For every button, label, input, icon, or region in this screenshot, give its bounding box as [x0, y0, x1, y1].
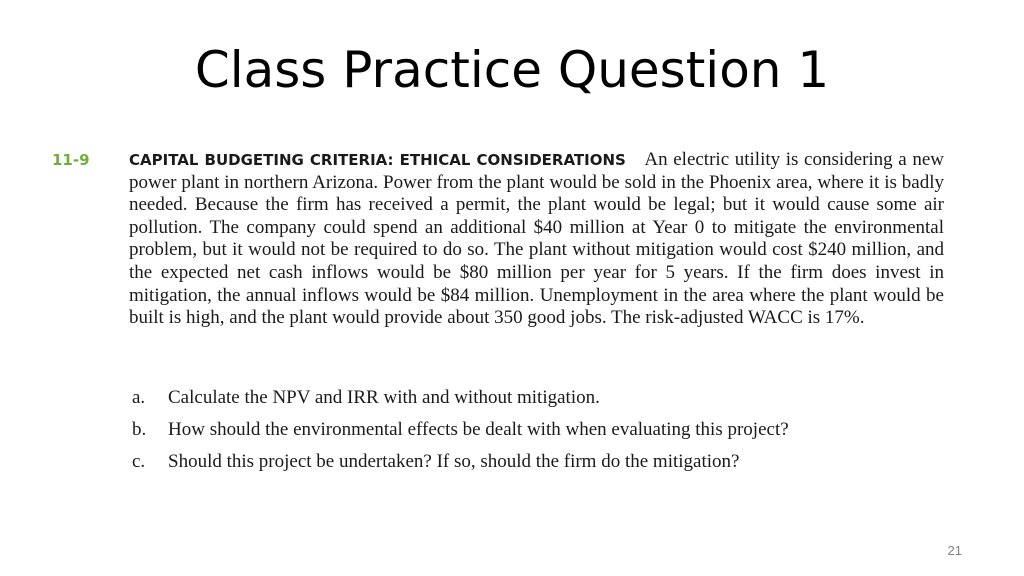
page-number: 21: [947, 543, 962, 558]
question-text: Calculate the NPV and IRR with and without mitigation.: [168, 387, 600, 408]
slide-title: Class Practice Question 1: [194, 41, 830, 99]
problem-number: 11-9: [52, 151, 90, 169]
question-text: How should the environmental effects be dealt with when evaluating this project?: [168, 419, 789, 440]
question-item: [132, 419, 932, 451]
question-letter: c.: [132, 451, 146, 472]
question-letter: a.: [132, 387, 146, 408]
question-item: [132, 387, 932, 419]
question-list: [132, 387, 932, 483]
problem-text: An electric utility is considering a new power plant in northern Arizona. Power from the plant would be sold in the Phoenix area, where it is badly needed. Because the firm has received a permit, the plant would be legal; but it would cause some air pollution. The company could spend an additional $40 million at Year 0 to mitigate the environmental problem, but it would not be required to do so. The plant without mitigation would cost $240 million, and the expected net cash inflows would be $80 million per year for 5 years. If the firm does invest in mitigation, the annual inflows would be $84 million. Unemployment in the area where the plant would be built is high, and the plant would provide about 350 good jobs. The risk-adjusted WACC is 17%.: [129, 149, 944, 329]
question-text: Should this project be undertaken? If so, should the firm do the mitigation?: [168, 451, 740, 472]
problem-heading: CAPITAL BUDGETING CRITERIA: ETHICAL CONSIDERATIONS: [129, 151, 626, 169]
problem-statement: [129, 149, 944, 330]
question-item: [132, 451, 932, 483]
question-letter: b.: [132, 419, 147, 440]
